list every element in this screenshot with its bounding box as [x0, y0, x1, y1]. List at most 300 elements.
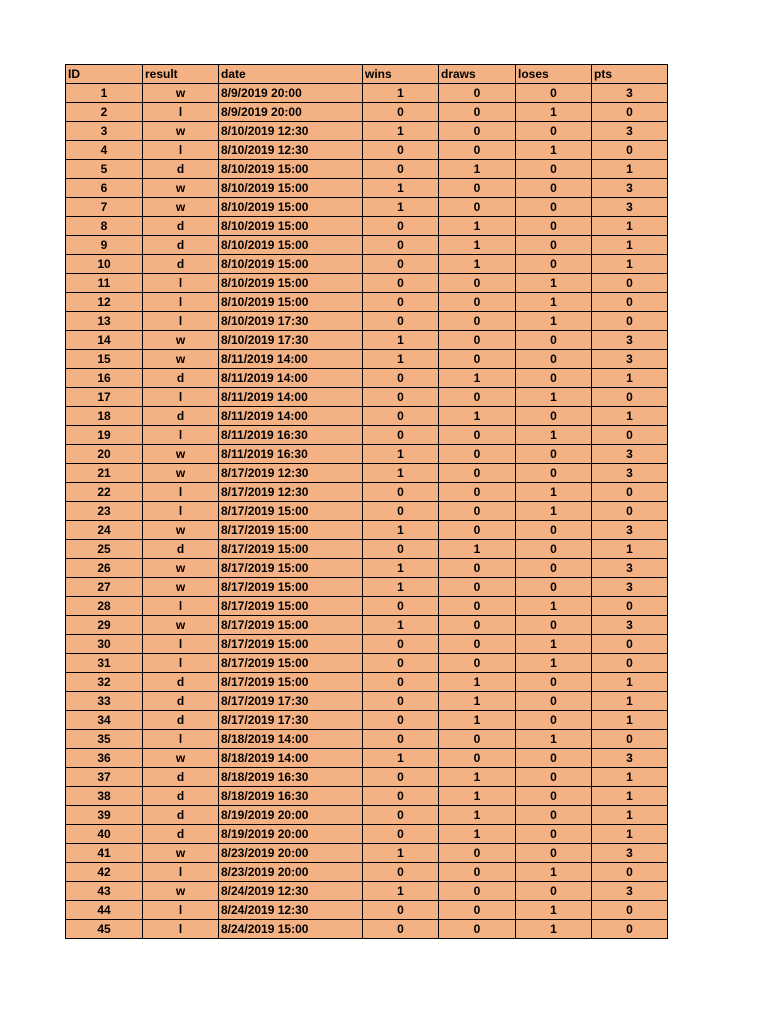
cell-result[interactable]: d	[143, 825, 219, 844]
cell-id[interactable]: 16	[66, 369, 143, 388]
cell-date[interactable]: 8/17/2019 15:00	[219, 540, 363, 559]
cell-draws[interactable]: 0	[439, 274, 516, 293]
cell-wins[interactable]: 0	[363, 863, 439, 882]
cell-loses[interactable]: 1	[516, 293, 592, 312]
cell-pts[interactable]: 3	[592, 198, 668, 217]
cell-loses[interactable]: 0	[516, 616, 592, 635]
cell-draws[interactable]: 1	[439, 407, 516, 426]
cell-date[interactable]: 8/17/2019 15:00	[219, 635, 363, 654]
cell-draws[interactable]: 0	[439, 521, 516, 540]
cell-pts[interactable]: 0	[592, 426, 668, 445]
cell-wins[interactable]: 0	[363, 806, 439, 825]
cell-id[interactable]: 20	[66, 445, 143, 464]
cell-pts[interactable]: 1	[592, 407, 668, 426]
cell-loses[interactable]: 0	[516, 521, 592, 540]
cell-wins[interactable]: 1	[363, 84, 439, 103]
cell-result[interactable]: d	[143, 806, 219, 825]
cell-date[interactable]: 8/24/2019 15:00	[219, 920, 363, 939]
cell-wins[interactable]: 1	[363, 616, 439, 635]
cell-result[interactable]: l	[143, 293, 219, 312]
cell-pts[interactable]: 1	[592, 768, 668, 787]
cell-draws[interactable]: 0	[439, 122, 516, 141]
cell-loses[interactable]: 0	[516, 84, 592, 103]
cell-draws[interactable]: 0	[439, 730, 516, 749]
cell-id[interactable]: 29	[66, 616, 143, 635]
cell-pts[interactable]: 3	[592, 445, 668, 464]
cell-draws[interactable]: 1	[439, 711, 516, 730]
cell-date[interactable]: 8/17/2019 15:00	[219, 578, 363, 597]
cell-draws[interactable]: 1	[439, 540, 516, 559]
cell-loses[interactable]: 1	[516, 597, 592, 616]
cell-result[interactable]: w	[143, 122, 219, 141]
cell-draws[interactable]: 0	[439, 141, 516, 160]
header-wins[interactable]: wins	[363, 65, 439, 84]
cell-loses[interactable]: 0	[516, 749, 592, 768]
cell-date[interactable]: 8/11/2019 14:00	[219, 369, 363, 388]
cell-date[interactable]: 8/17/2019 12:30	[219, 483, 363, 502]
cell-id[interactable]: 35	[66, 730, 143, 749]
cell-draws[interactable]: 0	[439, 597, 516, 616]
cell-draws[interactable]: 0	[439, 920, 516, 939]
cell-date[interactable]: 8/11/2019 14:00	[219, 388, 363, 407]
cell-draws[interactable]: 0	[439, 198, 516, 217]
cell-wins[interactable]: 0	[363, 673, 439, 692]
cell-date[interactable]: 8/17/2019 15:00	[219, 521, 363, 540]
cell-result[interactable]: l	[143, 597, 219, 616]
cell-draws[interactable]: 0	[439, 635, 516, 654]
cell-draws[interactable]: 0	[439, 445, 516, 464]
cell-draws[interactable]: 1	[439, 255, 516, 274]
cell-id[interactable]: 42	[66, 863, 143, 882]
cell-wins[interactable]: 0	[363, 103, 439, 122]
cell-wins[interactable]: 1	[363, 198, 439, 217]
cell-result[interactable]: d	[143, 407, 219, 426]
cell-wins[interactable]: 0	[363, 920, 439, 939]
cell-pts[interactable]: 3	[592, 464, 668, 483]
cell-id[interactable]: 32	[66, 673, 143, 692]
cell-result[interactable]: w	[143, 331, 219, 350]
cell-wins[interactable]: 0	[363, 692, 439, 711]
cell-id[interactable]: 43	[66, 882, 143, 901]
cell-pts[interactable]: 0	[592, 502, 668, 521]
cell-result[interactable]: l	[143, 426, 219, 445]
cell-date[interactable]: 8/18/2019 14:00	[219, 749, 363, 768]
cell-date[interactable]: 8/17/2019 15:00	[219, 616, 363, 635]
cell-id[interactable]: 37	[66, 768, 143, 787]
cell-id[interactable]: 38	[66, 787, 143, 806]
cell-date[interactable]: 8/17/2019 15:00	[219, 597, 363, 616]
cell-pts[interactable]: 3	[592, 578, 668, 597]
cell-pts[interactable]: 3	[592, 331, 668, 350]
cell-wins[interactable]: 0	[363, 730, 439, 749]
cell-result[interactable]: w	[143, 616, 219, 635]
cell-pts[interactable]: 1	[592, 160, 668, 179]
cell-draws[interactable]: 0	[439, 901, 516, 920]
cell-pts[interactable]: 0	[592, 654, 668, 673]
cell-id[interactable]: 41	[66, 844, 143, 863]
cell-pts[interactable]: 0	[592, 388, 668, 407]
cell-loses[interactable]: 0	[516, 692, 592, 711]
cell-date[interactable]: 8/10/2019 15:00	[219, 217, 363, 236]
cell-date[interactable]: 8/10/2019 15:00	[219, 198, 363, 217]
cell-loses[interactable]: 0	[516, 559, 592, 578]
cell-result[interactable]: d	[143, 255, 219, 274]
cell-id[interactable]: 12	[66, 293, 143, 312]
cell-id[interactable]: 19	[66, 426, 143, 445]
cell-pts[interactable]: 3	[592, 882, 668, 901]
cell-result[interactable]: w	[143, 198, 219, 217]
cell-pts[interactable]: 1	[592, 806, 668, 825]
header-pts[interactable]: pts	[592, 65, 668, 84]
cell-date[interactable]: 8/23/2019 20:00	[219, 844, 363, 863]
cell-pts[interactable]: 0	[592, 274, 668, 293]
cell-loses[interactable]: 1	[516, 920, 592, 939]
cell-result[interactable]: d	[143, 217, 219, 236]
cell-loses[interactable]: 1	[516, 730, 592, 749]
cell-date[interactable]: 8/24/2019 12:30	[219, 901, 363, 920]
cell-date[interactable]: 8/11/2019 14:00	[219, 350, 363, 369]
cell-wins[interactable]: 0	[363, 483, 439, 502]
cell-wins[interactable]: 0	[363, 426, 439, 445]
cell-wins[interactable]: 0	[363, 160, 439, 179]
cell-loses[interactable]: 1	[516, 141, 592, 160]
cell-loses[interactable]: 1	[516, 654, 592, 673]
cell-id[interactable]: 3	[66, 122, 143, 141]
cell-id[interactable]: 10	[66, 255, 143, 274]
cell-result[interactable]: w	[143, 882, 219, 901]
cell-result[interactable]: l	[143, 635, 219, 654]
cell-date[interactable]: 8/17/2019 15:00	[219, 502, 363, 521]
cell-id[interactable]: 33	[66, 692, 143, 711]
cell-wins[interactable]: 1	[363, 331, 439, 350]
cell-id[interactable]: 44	[66, 901, 143, 920]
cell-wins[interactable]: 0	[363, 255, 439, 274]
cell-draws[interactable]: 0	[439, 293, 516, 312]
cell-wins[interactable]: 0	[363, 369, 439, 388]
cell-date[interactable]: 8/24/2019 12:30	[219, 882, 363, 901]
cell-result[interactable]: d	[143, 160, 219, 179]
cell-id[interactable]: 36	[66, 749, 143, 768]
cell-pts[interactable]: 3	[592, 84, 668, 103]
cell-draws[interactable]: 0	[439, 483, 516, 502]
cell-id[interactable]: 5	[66, 160, 143, 179]
cell-result[interactable]: l	[143, 502, 219, 521]
cell-date[interactable]: 8/10/2019 17:30	[219, 331, 363, 350]
cell-id[interactable]: 23	[66, 502, 143, 521]
cell-id[interactable]: 9	[66, 236, 143, 255]
cell-wins[interactable]: 0	[363, 787, 439, 806]
cell-result[interactable]: w	[143, 749, 219, 768]
cell-draws[interactable]: 0	[439, 749, 516, 768]
cell-id[interactable]: 31	[66, 654, 143, 673]
cell-loses[interactable]: 0	[516, 331, 592, 350]
cell-result[interactable]: w	[143, 350, 219, 369]
cell-result[interactable]: w	[143, 84, 219, 103]
cell-wins[interactable]: 0	[363, 654, 439, 673]
cell-date[interactable]: 8/18/2019 14:00	[219, 730, 363, 749]
cell-draws[interactable]: 1	[439, 160, 516, 179]
cell-wins[interactable]: 1	[363, 445, 439, 464]
cell-id[interactable]: 40	[66, 825, 143, 844]
cell-draws[interactable]: 1	[439, 768, 516, 787]
cell-date[interactable]: 8/10/2019 12:30	[219, 141, 363, 160]
cell-result[interactable]: l	[143, 141, 219, 160]
cell-loses[interactable]: 0	[516, 711, 592, 730]
cell-result[interactable]: l	[143, 274, 219, 293]
cell-date[interactable]: 8/18/2019 16:30	[219, 787, 363, 806]
cell-id[interactable]: 25	[66, 540, 143, 559]
cell-result[interactable]: d	[143, 236, 219, 255]
cell-pts[interactable]: 1	[592, 692, 668, 711]
cell-pts[interactable]: 0	[592, 730, 668, 749]
cell-loses[interactable]: 0	[516, 540, 592, 559]
cell-pts[interactable]: 0	[592, 597, 668, 616]
cell-pts[interactable]: 1	[592, 711, 668, 730]
cell-loses[interactable]: 0	[516, 217, 592, 236]
cell-wins[interactable]: 1	[363, 844, 439, 863]
cell-loses[interactable]: 1	[516, 274, 592, 293]
cell-wins[interactable]: 0	[363, 217, 439, 236]
cell-loses[interactable]: 0	[516, 179, 592, 198]
cell-pts[interactable]: 0	[592, 920, 668, 939]
cell-wins[interactable]: 0	[363, 407, 439, 426]
cell-draws[interactable]: 0	[439, 103, 516, 122]
cell-draws[interactable]: 0	[439, 464, 516, 483]
cell-draws[interactable]: 1	[439, 825, 516, 844]
header-result[interactable]: result	[143, 65, 219, 84]
cell-draws[interactable]: 0	[439, 502, 516, 521]
cell-draws[interactable]: 0	[439, 84, 516, 103]
cell-wins[interactable]: 0	[363, 711, 439, 730]
cell-loses[interactable]: 0	[516, 844, 592, 863]
cell-wins[interactable]: 0	[363, 901, 439, 920]
cell-result[interactable]: l	[143, 863, 219, 882]
cell-result[interactable]: w	[143, 179, 219, 198]
cell-loses[interactable]: 0	[516, 255, 592, 274]
cell-pts[interactable]: 0	[592, 141, 668, 160]
cell-id[interactable]: 24	[66, 521, 143, 540]
cell-id[interactable]: 11	[66, 274, 143, 293]
cell-result[interactable]: d	[143, 711, 219, 730]
cell-result[interactable]: l	[143, 103, 219, 122]
cell-date[interactable]: 8/11/2019 16:30	[219, 445, 363, 464]
cell-loses[interactable]: 0	[516, 825, 592, 844]
cell-pts[interactable]: 0	[592, 901, 668, 920]
cell-draws[interactable]: 1	[439, 806, 516, 825]
cell-loses[interactable]: 0	[516, 464, 592, 483]
cell-loses[interactable]: 1	[516, 426, 592, 445]
cell-id[interactable]: 28	[66, 597, 143, 616]
cell-pts[interactable]: 3	[592, 749, 668, 768]
cell-date[interactable]: 8/10/2019 15:00	[219, 293, 363, 312]
cell-date[interactable]: 8/9/2019 20:00	[219, 103, 363, 122]
cell-draws[interactable]: 0	[439, 388, 516, 407]
cell-draws[interactable]: 0	[439, 578, 516, 597]
cell-pts[interactable]: 3	[592, 844, 668, 863]
cell-wins[interactable]: 0	[363, 768, 439, 787]
cell-loses[interactable]: 0	[516, 369, 592, 388]
cell-loses[interactable]: 1	[516, 502, 592, 521]
cell-wins[interactable]: 0	[363, 293, 439, 312]
cell-draws[interactable]: 1	[439, 692, 516, 711]
cell-result[interactable]: w	[143, 578, 219, 597]
cell-date[interactable]: 8/17/2019 15:00	[219, 673, 363, 692]
cell-wins[interactable]: 0	[363, 825, 439, 844]
cell-wins[interactable]: 0	[363, 635, 439, 654]
cell-date[interactable]: 8/10/2019 15:00	[219, 179, 363, 198]
cell-date[interactable]: 8/18/2019 16:30	[219, 768, 363, 787]
cell-loses[interactable]: 0	[516, 882, 592, 901]
cell-draws[interactable]: 0	[439, 882, 516, 901]
cell-id[interactable]: 30	[66, 635, 143, 654]
cell-result[interactable]: w	[143, 445, 219, 464]
cell-draws[interactable]: 0	[439, 654, 516, 673]
cell-draws[interactable]: 0	[439, 179, 516, 198]
cell-pts[interactable]: 3	[592, 350, 668, 369]
cell-pts[interactable]: 3	[592, 122, 668, 141]
cell-wins[interactable]: 1	[363, 882, 439, 901]
cell-loses[interactable]: 0	[516, 160, 592, 179]
cell-date[interactable]: 8/10/2019 12:30	[219, 122, 363, 141]
cell-pts[interactable]: 0	[592, 635, 668, 654]
cell-pts[interactable]: 3	[592, 559, 668, 578]
cell-draws[interactable]: 0	[439, 350, 516, 369]
cell-result[interactable]: w	[143, 844, 219, 863]
cell-loses[interactable]: 1	[516, 103, 592, 122]
cell-loses[interactable]: 1	[516, 635, 592, 654]
cell-wins[interactable]: 1	[363, 578, 439, 597]
cell-result[interactable]: l	[143, 388, 219, 407]
cell-draws[interactable]: 0	[439, 559, 516, 578]
cell-id[interactable]: 7	[66, 198, 143, 217]
cell-result[interactable]: d	[143, 673, 219, 692]
cell-pts[interactable]: 1	[592, 825, 668, 844]
cell-date[interactable]: 8/10/2019 15:00	[219, 255, 363, 274]
cell-id[interactable]: 2	[66, 103, 143, 122]
cell-pts[interactable]: 0	[592, 103, 668, 122]
cell-wins[interactable]: 1	[363, 559, 439, 578]
cell-loses[interactable]: 0	[516, 806, 592, 825]
cell-pts[interactable]: 0	[592, 863, 668, 882]
cell-wins[interactable]: 1	[363, 122, 439, 141]
cell-date[interactable]: 8/17/2019 12:30	[219, 464, 363, 483]
cell-loses[interactable]: 0	[516, 350, 592, 369]
cell-id[interactable]: 45	[66, 920, 143, 939]
cell-wins[interactable]: 1	[363, 749, 439, 768]
cell-loses[interactable]: 1	[516, 312, 592, 331]
cell-result[interactable]: w	[143, 464, 219, 483]
cell-id[interactable]: 18	[66, 407, 143, 426]
cell-wins[interactable]: 1	[363, 350, 439, 369]
cell-date[interactable]: 8/23/2019 20:00	[219, 863, 363, 882]
cell-draws[interactable]: 0	[439, 863, 516, 882]
cell-result[interactable]: l	[143, 920, 219, 939]
cell-pts[interactable]: 1	[592, 369, 668, 388]
cell-id[interactable]: 26	[66, 559, 143, 578]
cell-date[interactable]: 8/11/2019 14:00	[219, 407, 363, 426]
cell-id[interactable]: 1	[66, 84, 143, 103]
cell-loses[interactable]: 0	[516, 445, 592, 464]
cell-date[interactable]: 8/10/2019 17:30	[219, 312, 363, 331]
cell-wins[interactable]: 0	[363, 274, 439, 293]
cell-pts[interactable]: 0	[592, 293, 668, 312]
cell-pts[interactable]: 1	[592, 787, 668, 806]
cell-date[interactable]: 8/19/2019 20:00	[219, 825, 363, 844]
cell-wins[interactable]: 0	[363, 312, 439, 331]
cell-pts[interactable]: 1	[592, 217, 668, 236]
cell-id[interactable]: 39	[66, 806, 143, 825]
cell-wins[interactable]: 1	[363, 521, 439, 540]
header-draws[interactable]: draws	[439, 65, 516, 84]
cell-date[interactable]: 8/17/2019 17:30	[219, 692, 363, 711]
cell-pts[interactable]: 1	[592, 540, 668, 559]
cell-id[interactable]: 13	[66, 312, 143, 331]
cell-pts[interactable]: 3	[592, 521, 668, 540]
cell-date[interactable]: 8/17/2019 15:00	[219, 559, 363, 578]
cell-result[interactable]: d	[143, 540, 219, 559]
cell-pts[interactable]: 0	[592, 312, 668, 331]
cell-pts[interactable]: 0	[592, 483, 668, 502]
cell-wins[interactable]: 1	[363, 179, 439, 198]
cell-result[interactable]: l	[143, 654, 219, 673]
cell-draws[interactable]: 1	[439, 217, 516, 236]
cell-id[interactable]: 4	[66, 141, 143, 160]
cell-draws[interactable]: 0	[439, 331, 516, 350]
cell-id[interactable]: 8	[66, 217, 143, 236]
cell-date[interactable]: 8/17/2019 15:00	[219, 654, 363, 673]
cell-result[interactable]: l	[143, 483, 219, 502]
cell-loses[interactable]: 0	[516, 787, 592, 806]
cell-draws[interactable]: 0	[439, 844, 516, 863]
header-loses[interactable]: loses	[516, 65, 592, 84]
cell-loses[interactable]: 1	[516, 863, 592, 882]
cell-id[interactable]: 22	[66, 483, 143, 502]
cell-draws[interactable]: 0	[439, 426, 516, 445]
header-id[interactable]: ID	[66, 65, 143, 84]
cell-wins[interactable]: 0	[363, 236, 439, 255]
cell-loses[interactable]: 0	[516, 673, 592, 692]
cell-loses[interactable]: 0	[516, 768, 592, 787]
cell-result[interactable]: l	[143, 312, 219, 331]
cell-wins[interactable]: 0	[363, 597, 439, 616]
cell-loses[interactable]: 0	[516, 407, 592, 426]
cell-draws[interactable]: 1	[439, 369, 516, 388]
cell-wins[interactable]: 0	[363, 388, 439, 407]
cell-date[interactable]: 8/17/2019 17:30	[219, 711, 363, 730]
cell-result[interactable]: d	[143, 787, 219, 806]
cell-loses[interactable]: 0	[516, 578, 592, 597]
cell-draws[interactable]: 1	[439, 673, 516, 692]
cell-loses[interactable]: 1	[516, 901, 592, 920]
header-date[interactable]: date	[219, 65, 363, 84]
cell-result[interactable]: l	[143, 901, 219, 920]
cell-loses[interactable]: 0	[516, 236, 592, 255]
cell-id[interactable]: 34	[66, 711, 143, 730]
cell-pts[interactable]: 1	[592, 255, 668, 274]
cell-pts[interactable]: 3	[592, 179, 668, 198]
cell-result[interactable]: w	[143, 559, 219, 578]
cell-result[interactable]: w	[143, 521, 219, 540]
cell-loses[interactable]: 1	[516, 388, 592, 407]
cell-draws[interactable]: 0	[439, 616, 516, 635]
cell-wins[interactable]: 0	[363, 502, 439, 521]
cell-id[interactable]: 6	[66, 179, 143, 198]
cell-wins[interactable]: 0	[363, 141, 439, 160]
cell-result[interactable]: d	[143, 692, 219, 711]
cell-pts[interactable]: 1	[592, 236, 668, 255]
cell-pts[interactable]: 3	[592, 616, 668, 635]
cell-date[interactable]: 8/19/2019 20:00	[219, 806, 363, 825]
